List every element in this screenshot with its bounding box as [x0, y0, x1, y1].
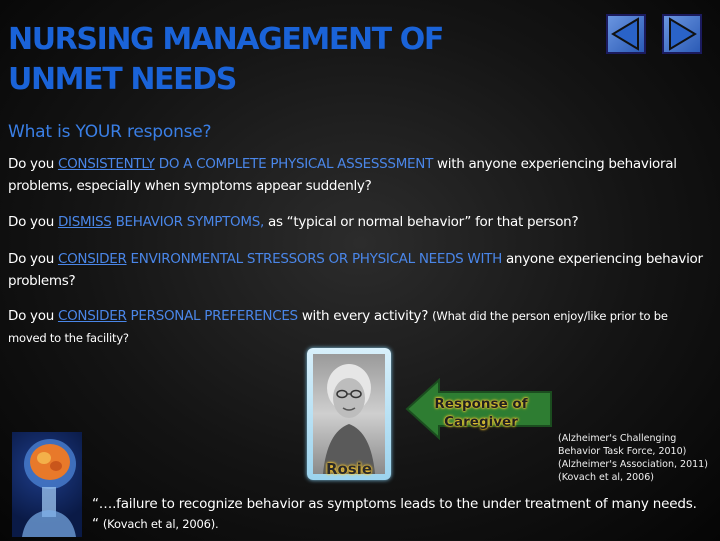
question-4-caps: PERSONAL PREFERENCES [126, 308, 298, 324]
question-4-note: (What did the person enjoy/like prior to be moved to the facility? [8, 309, 668, 345]
question-1-pre: Do you [8, 156, 58, 172]
question-4-pre: Do you [8, 308, 58, 324]
response-of-caregiver-label: Response of Caregiver [434, 396, 528, 430]
citation-line: Behavior Task Force, 2010) [558, 446, 687, 457]
question-2-pre: Do you [8, 214, 58, 230]
question-3-caps: ENVIRONMENTAL STRESSORS OR PHYSICAL NEEDS WITH [126, 251, 502, 267]
question-1-link[interactable]: CONSISTENTLY [57, 156, 155, 172]
citation-line: (Kovach et al, 2006) [558, 472, 654, 483]
previous-triangle-icon [608, 16, 644, 52]
question-4 [8, 305, 708, 349]
question-3-link[interactable]: CONSIDER [57, 251, 127, 267]
question-3 [8, 248, 708, 292]
quote-text: “….failure to recognize behavior as symptoms leads to the under treatment of many needs. “ [92, 496, 697, 532]
title-line-2: UNMET NEEDS [8, 62, 236, 97]
title-line-1: NURSING MANAGEMENT OF [8, 22, 443, 57]
subtitle: What is YOUR response? [8, 122, 212, 142]
previous-slide-button[interactable] [606, 14, 646, 54]
question-3-post: anyone experiencing behavior problems? [8, 251, 703, 289]
brain-head-icon [12, 432, 82, 537]
question-2-link[interactable]: DISMISS [57, 214, 112, 230]
next-slide-button[interactable] [662, 14, 702, 54]
question-2-caps: BEHAVIOR SYMPTOMS, [111, 214, 264, 230]
elderly-woman-portrait-icon [313, 354, 385, 474]
next-triangle-icon [664, 16, 700, 52]
question-2 [8, 211, 708, 233]
question-4-link[interactable]: CONSIDER [57, 308, 127, 324]
question-3-pre: Do you [8, 251, 58, 267]
citation-line: (Alzheimer's Challenging [558, 433, 677, 444]
slide-title [8, 20, 588, 100]
citation-line: (Alzheimer's Association, 2011) [558, 459, 708, 470]
question-1 [8, 153, 708, 197]
quote-citation: (Kovach et al, 2006). [102, 517, 219, 531]
citations [558, 432, 718, 484]
brain-xray-image [12, 432, 82, 537]
rosie-label: Rosie [325, 460, 373, 478]
question-4-post: with every activity? [297, 308, 433, 324]
question-1-post: with anyone experiencing behavioral problems, especially when symptoms appear suddenly? [8, 156, 677, 194]
quote [92, 494, 702, 534]
question-2-post: as “typical or normal behavior” for that person? [263, 214, 579, 230]
question-1-caps: DO A COMPLETE PHYSICAL ASSESSSMENT [154, 156, 434, 172]
